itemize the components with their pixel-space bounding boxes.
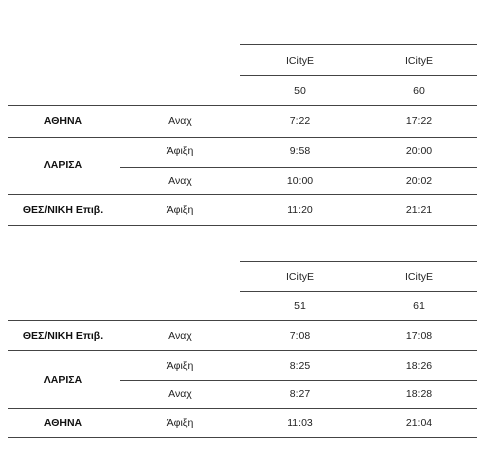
time-cell: 20:02: [405, 175, 433, 187]
time-cell: 11:03: [287, 417, 313, 429]
stop-type-label: Άφιξη: [166, 204, 194, 216]
rule: [8, 137, 477, 138]
stop-type-label: Αναχ: [168, 115, 192, 127]
time-cell: 18:28: [405, 388, 433, 400]
rule: [8, 320, 477, 321]
station-name: ΘΕΣ/ΝΙΚΗ Επιβ.: [22, 204, 104, 216]
train-number-header: 50: [294, 85, 306, 97]
time-cell: 18:26: [405, 360, 433, 372]
station-name: ΑΘΗΝΑ: [43, 115, 83, 127]
station-name: ΛΑΡΙΣΑ: [43, 374, 83, 386]
train-number-header: 60: [413, 85, 425, 97]
station-name: ΛΑΡΙΣΑ: [43, 159, 83, 171]
rule: [240, 291, 477, 292]
train-type-header: ICityE: [285, 271, 315, 283]
rule: [240, 44, 477, 45]
stop-type-label: Αναχ: [168, 330, 192, 342]
time-cell: 21:04: [405, 417, 433, 429]
rule: [120, 380, 477, 381]
rule: [240, 75, 477, 76]
time-cell: 7:22: [289, 115, 311, 127]
time-cell: 8:25: [289, 360, 311, 372]
rule: [8, 105, 477, 106]
rule: [8, 225, 477, 226]
rule: [240, 261, 477, 262]
stop-type-label: Άφιξη: [166, 417, 194, 429]
stop-type-label: Αναχ: [168, 388, 192, 400]
time-cell: 7:08: [289, 330, 311, 342]
time-cell: 10:00: [286, 175, 314, 187]
train-type-header: ICityE: [404, 271, 434, 283]
stop-type-label: Αναχ: [168, 175, 192, 187]
rule: [8, 408, 477, 409]
station-name: ΑΘΗΝΑ: [43, 417, 83, 429]
time-cell: 9:58: [289, 145, 311, 157]
stop-type-label: Άφιξη: [166, 145, 194, 157]
stop-type-label: Άφιξη: [166, 360, 194, 372]
rule: [8, 350, 477, 351]
rule: [8, 437, 477, 438]
rule: [8, 194, 477, 195]
time-cell: 21:21: [405, 204, 433, 216]
train-type-header: ICityE: [404, 55, 434, 67]
time-cell: 20:00: [405, 145, 433, 157]
rule: [120, 167, 477, 168]
time-cell: 11:20: [287, 204, 313, 216]
station-name: ΘΕΣ/ΝΙΚΗ Επιβ.: [22, 330, 104, 342]
train-number-header: 51: [294, 300, 306, 312]
time-cell: 8:27: [289, 388, 311, 400]
time-cell: 17:08: [405, 330, 433, 342]
train-number-header: 61: [413, 300, 425, 312]
time-cell: 17:22: [405, 115, 433, 127]
train-type-header: ICityE: [285, 55, 315, 67]
